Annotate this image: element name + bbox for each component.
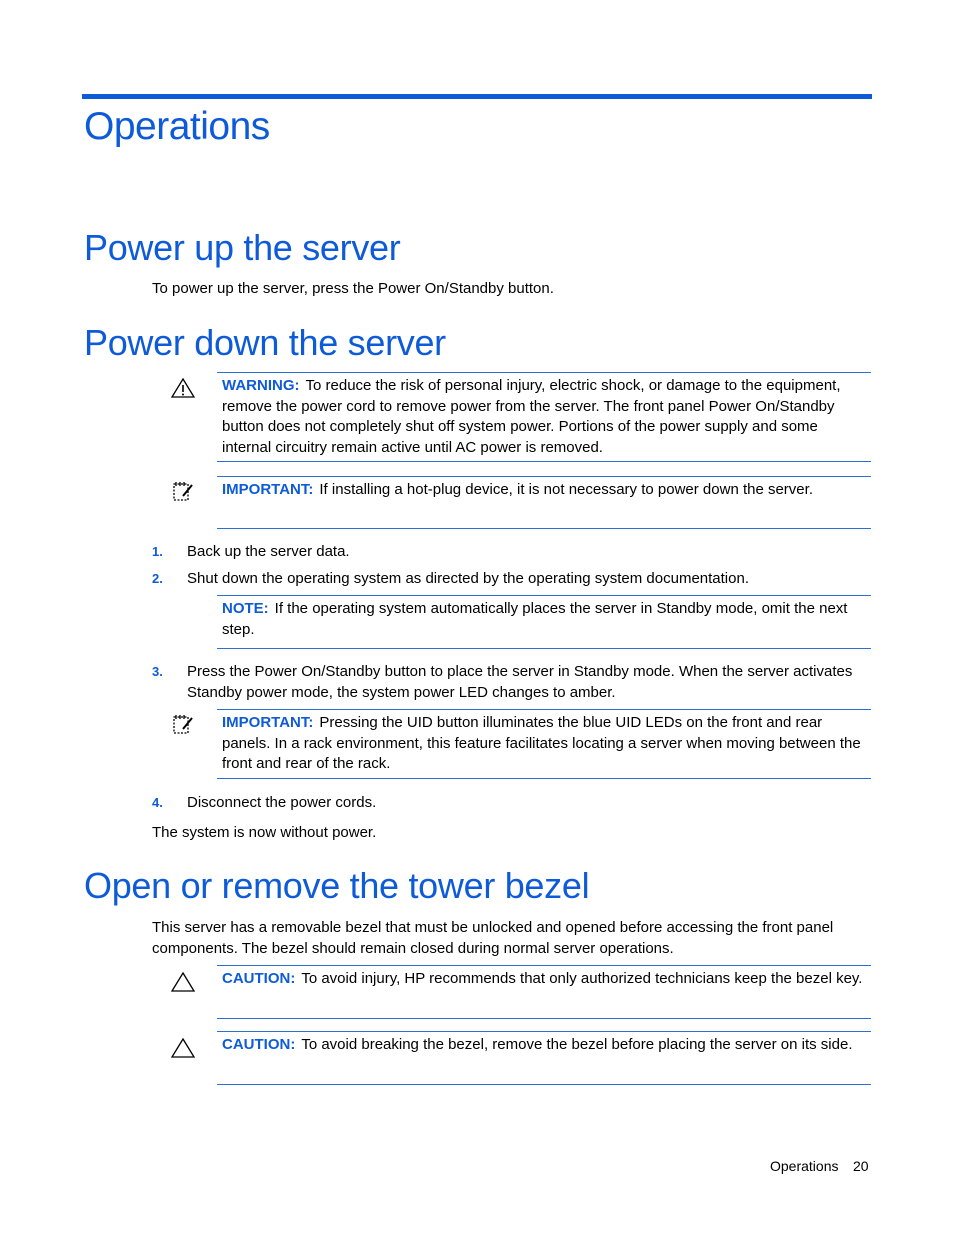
- warning-label: WARNING:: [222, 377, 300, 394]
- note-body: If the operating system automatically places the server in Standby mode, omit the next step.: [222, 600, 848, 638]
- note-admonition: [217, 595, 871, 649]
- caution-text-1: [217, 966, 871, 990]
- important-admonition-hotplug: [217, 476, 871, 529]
- bezel-body: This server has a removable bezel that must be unlocked and opened before accessing the front panel components. The bezel should remain closed during normal server operations.: [152, 919, 834, 957]
- caution-admonition-key: [217, 965, 871, 1019]
- step-number: 2.: [152, 571, 163, 586]
- important-body-2: Pressing the UID button illuminates the blue UID LEDs on the front and rear panels. In a rack environment, this feature facilitates locating a server when moving between the front and rear of the rack.: [222, 714, 861, 772]
- step-text: Shut down the operating system as directed by the operating system documentation.: [187, 570, 749, 587]
- step-number: 3.: [152, 664, 163, 679]
- caution-body-2: To avoid breaking the bezel, remove the bezel before placing the server on its side.: [301, 1036, 853, 1053]
- step-text: Disconnect the power cords.: [187, 794, 377, 811]
- step-number: 4.: [152, 795, 163, 810]
- caution-body-1: To avoid injury, HP recommends that only authorized technicians keep the bezel key.: [301, 970, 863, 987]
- important-label-1: IMPORTANT:: [222, 481, 314, 498]
- chapter-top-rule: [82, 94, 872, 99]
- important-notepad-icon: [170, 479, 196, 503]
- note-text: [217, 596, 871, 640]
- power-up-body: To power up the server, press the Power On/Standby button.: [152, 280, 554, 297]
- caution-label-1: CAUTION:: [222, 970, 296, 987]
- note-label: NOTE:: [222, 600, 269, 617]
- important-notepad-icon: [170, 712, 196, 736]
- caution-admonition-side: [217, 1031, 871, 1085]
- warning-triangle-icon: [170, 376, 196, 400]
- important-admonition-uid: [217, 709, 871, 779]
- page-number: 20: [853, 1158, 869, 1174]
- footer-section: Operations: [770, 1158, 839, 1174]
- caution-label-2: CAUTION:: [222, 1036, 296, 1053]
- important-label-2: IMPORTANT:: [222, 714, 314, 731]
- warning-body: To reduce the risk of personal injury, electric shock, or damage to the equipment, remove the power cord to remove power from the server. The front panel Power On/Standby button does not completely shut off system power. Portions of the power supply and some internal circuitry remain active until AC power is removed.: [222, 377, 841, 456]
- important-text-1: [217, 477, 871, 501]
- chapter-title: Operations: [84, 105, 270, 148]
- caution-triangle-icon: [170, 1036, 196, 1060]
- step-text: Press the Power On/Standby button to place the server in Standby mode. When the server activates Standby power mode, the system power LED changes to amber.: [187, 663, 853, 701]
- warning-text: [217, 373, 871, 458]
- power-down-conclusion: The system is now without power.: [152, 824, 377, 841]
- important-body-1: If installing a hot-plug device, it is not necessary to power down the server.: [319, 481, 813, 498]
- important-text-2: [217, 710, 871, 775]
- heading-power-down: Power down the server: [84, 322, 446, 363]
- caution-triangle-icon: [170, 970, 196, 994]
- heading-power-up: Power up the server: [84, 227, 401, 268]
- heading-bezel: Open or remove the tower bezel: [84, 865, 590, 906]
- step-number: 1.: [152, 544, 163, 559]
- step-text: Back up the server data.: [187, 543, 350, 560]
- warning-admonition: [217, 372, 871, 462]
- caution-text-2: [217, 1032, 871, 1056]
